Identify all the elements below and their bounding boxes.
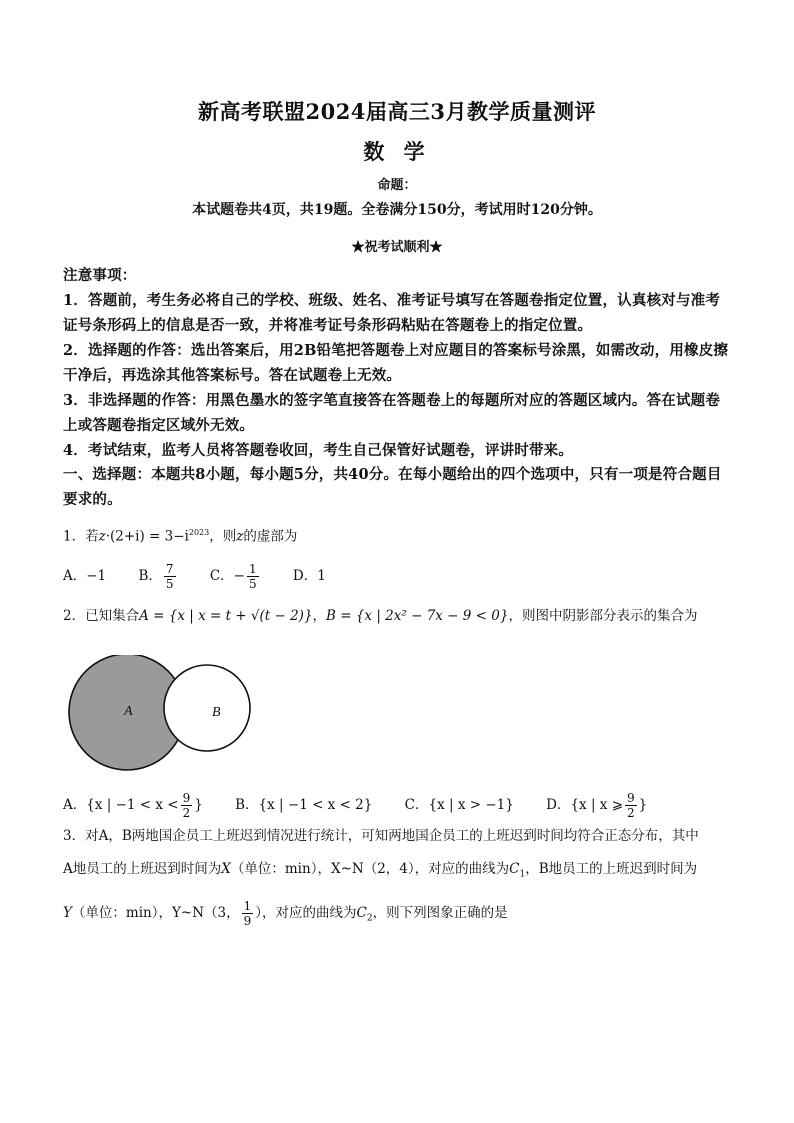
q1-lead: 1．若 (63, 528, 99, 545)
q3-line2-mid: （单位：min）， (230, 861, 331, 877)
q2-separator: ， (312, 608, 327, 624)
note-item-2: 2．选择题的作答：选出答案后，用2B铅笔把答题卷上对应题目的答案标号涂黑，如需改动，用橡皮擦干净后，再选涂其他答案标号。答在试题卷上无效。 (63, 342, 729, 384)
q2-option-a-pre: A．{x | −1 < x < (63, 797, 179, 813)
q1-tail: ，则 (209, 528, 237, 545)
exam-scope-line: 本试题卷共4页，共19题。全卷满分150分，考试用时120分钟。 (192, 202, 602, 218)
question-2-options (63, 791, 647, 820)
question-3-line-1: 3．对A，B两地国企员工上班迟到情况进行统计，可知两地国企员工的上班迟到时间均符合正态分布，其中 (63, 828, 699, 844)
q2-set-a: A = {x | x = t + √(t − 2)} (139, 608, 313, 624)
q2-option-d-num: 9 (627, 791, 635, 805)
exam-title: 新高考联盟2024届高三3月教学质量测评 (197, 99, 597, 124)
q1-option-b-den: 5 (165, 577, 174, 591)
q3-variance-den: 9 (243, 914, 252, 928)
good-luck-line: ★祝考试顺利★ (351, 240, 443, 255)
q1-option-b-label: B． (138, 568, 162, 584)
q3-line2-post: ，B地员工的上班迟到时间为 (525, 861, 698, 877)
question-3-line-2 (63, 857, 697, 887)
q3-line2-dist: X~N（2，4），对应的曲线为 (330, 861, 510, 877)
notes-heading: 注意事项： (63, 267, 137, 284)
q2-tail: ，则图中阴影部分表示的集合为 (508, 608, 698, 624)
q3-line2-pre: A地员工的上班迟到时间为 (63, 861, 222, 877)
q1-option-c-den: 5 (248, 577, 257, 591)
q3-curve-c1-sub: 1 (519, 869, 526, 880)
q2-option-a-post: } (194, 797, 203, 813)
venn-diagram (62, 655, 262, 775)
q3-var-y: Y (63, 905, 72, 921)
q3-curve-c1: C (509, 861, 520, 877)
q1-var-z: z (98, 528, 106, 545)
q2-option-d-post: } (638, 797, 648, 813)
q2-option-a-fraction (181, 791, 193, 820)
q3-curve-c2: C (356, 905, 367, 921)
q1-option-b-num: 7 (165, 562, 174, 576)
q3-line3-mid: （单位：min），Y~N（3， (71, 905, 240, 921)
q1-tail-var-z: z (236, 528, 244, 545)
q3-curve-c2-sub: 2 (366, 913, 373, 924)
q1-option-c-num: 1 (248, 562, 257, 576)
q2-option-d-pre: D．{x | x ⩾ (546, 797, 624, 813)
venn-label-a: A (124, 704, 133, 719)
subject-title: 数 学 (363, 139, 431, 164)
q2-option-c: C．{x | x > −1} (404, 797, 514, 813)
q3-variance-num: 1 (243, 899, 252, 913)
q1-option-c-label: C．− (209, 568, 245, 584)
q1-option-d: D．1 (292, 568, 326, 584)
q3-variance-fraction (242, 899, 254, 928)
q2-option-d-den: 2 (627, 806, 635, 820)
note-item-4: 4．考试结束，监考人员将答题卷收回，考生自己保管好试题卷，评讲时带来。 (63, 442, 574, 459)
q1-option-a: A．−1 (63, 568, 107, 584)
venn-circle-b (164, 665, 250, 751)
q3-var-x: X (221, 861, 231, 877)
q1-tail-end: 的虚部为 (243, 528, 298, 545)
q3-line3-post: ，则下列图象正确的是 (372, 905, 508, 921)
q1-exponent: 2023 (188, 528, 210, 537)
note-item-1: 1．答题前，考生务必将自己的学校、班级、姓名、准考证号填写在答题卷指定位置，认真核对与准考证号条形码上的信息是否一致，并将准考证号条形码粘贴在答题卷上的指定位置。 (63, 292, 721, 334)
q2-set-b: B = {x | 2x² − 7x − 9 < 0} (326, 608, 509, 624)
q2-lead: 2．已知集合 (63, 608, 140, 624)
q2-option-b: B．{x | −1 < x < 2} (235, 797, 373, 813)
q2-option-a-num: 9 (182, 791, 191, 805)
venn-label-b: B (212, 705, 221, 720)
question-2-stem (63, 604, 697, 628)
question-1-stem (63, 521, 297, 549)
q1-option-c-fraction (247, 562, 259, 591)
question-3-line-3 (63, 899, 508, 931)
q3-line3-after: ），对应的曲线为 (255, 905, 357, 921)
note-item-3: 3．非选择题的作答：用黑色墨水的签字笔直接答在答题卷上的每题所对应的答题区域内。答在试题卷上或答题卷指定区域外无效。 (63, 392, 721, 434)
q2-option-d-fraction (625, 791, 637, 820)
proposer-line: 命题： (377, 178, 417, 193)
q1-equation: ·(2+i) = 3−i (105, 528, 189, 545)
q2-option-a-den: 2 (182, 806, 191, 820)
q1-option-b-fraction (164, 562, 176, 591)
question-1-options (63, 562, 326, 591)
section-1-heading: 一、选择题：本题共8小题，每小题5分，共40分。在每小题给出的四个选项中，只有一项是符合题目要求的。 (63, 466, 722, 508)
